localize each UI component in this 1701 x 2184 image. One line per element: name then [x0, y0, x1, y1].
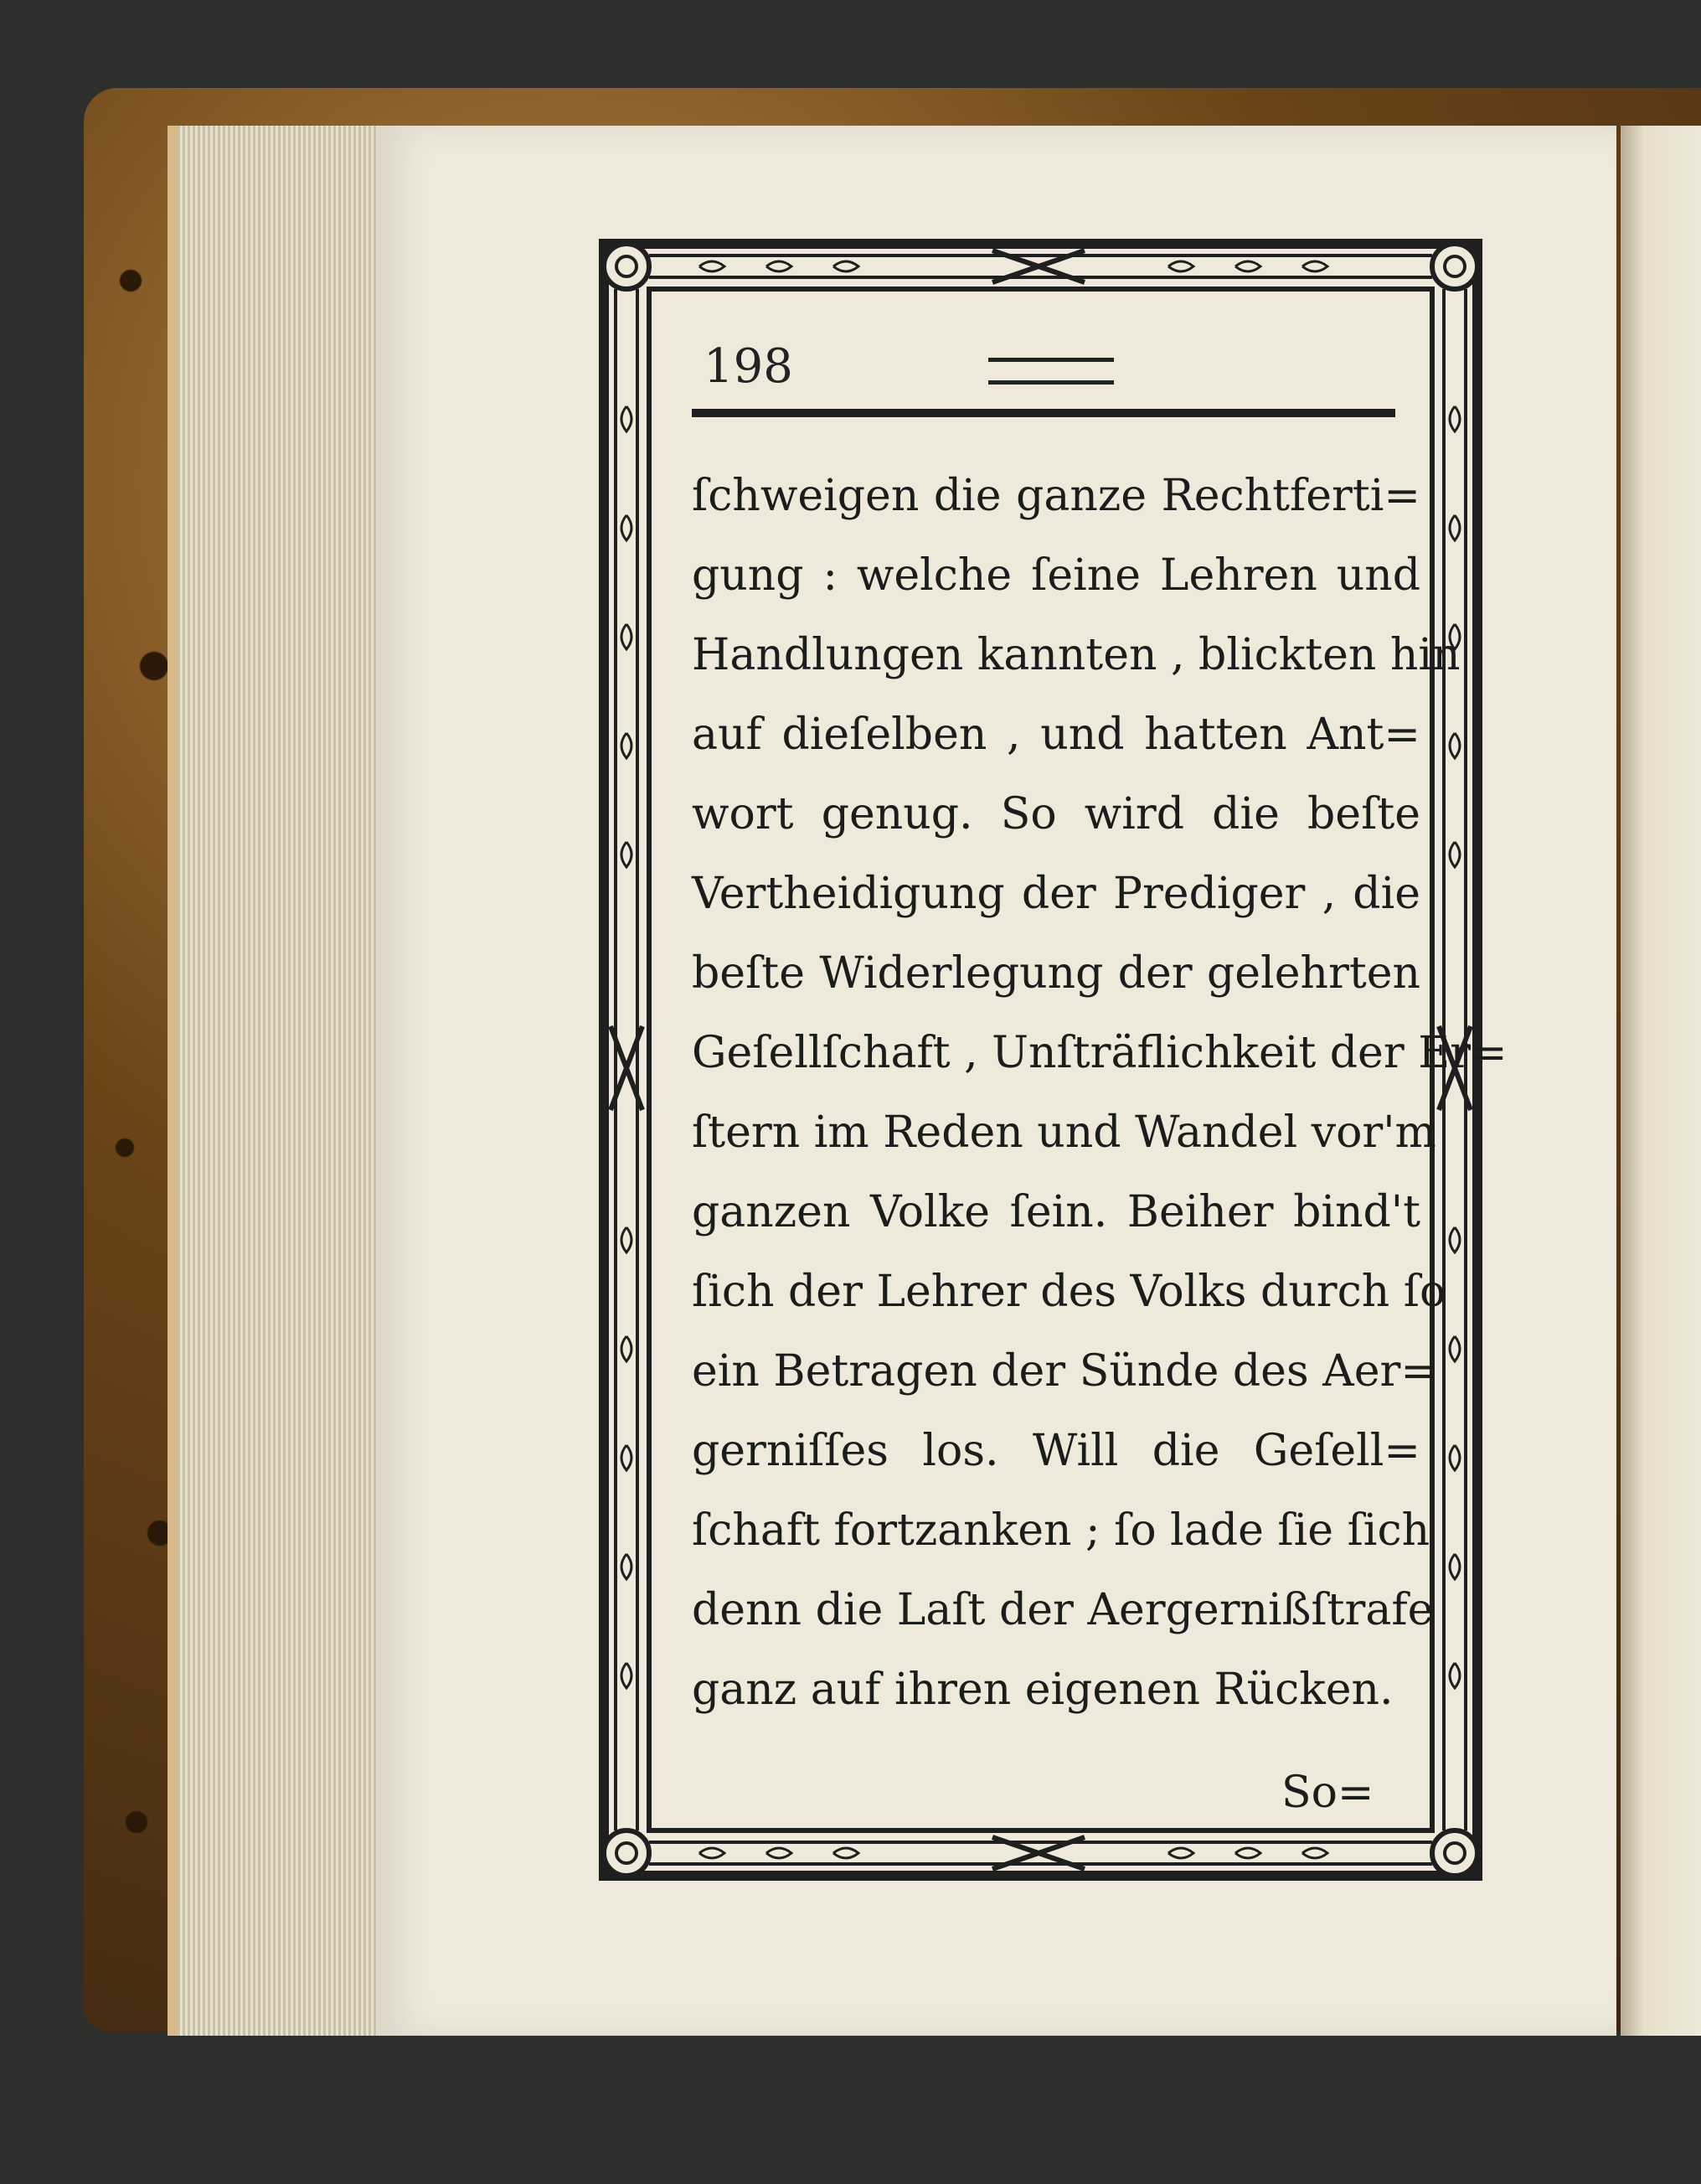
text-line: ſchaft fortzanken ; ſo lade ſie ſich	[692, 1505, 1430, 1556]
body-text	[692, 457, 1508, 1730]
text-line: beſte Widerlegung der gelehrten	[692, 948, 1420, 999]
text-line: gerniſſes los. Will die Geſell=	[692, 1426, 1420, 1476]
text-line: wort genug. So wird die beſte	[692, 789, 1420, 839]
text-line: ganz auf ihren eigenen Rücken.	[692, 1665, 1394, 1715]
text-line: Vertheidigung der Prediger , die	[692, 869, 1420, 919]
header-rule	[692, 409, 1395, 417]
text-line: denn die Laſt der Aergernißſtrafe	[692, 1585, 1434, 1635]
text-line: ein Betragen der Sünde des Aer=	[692, 1346, 1437, 1397]
text-line: ſchweigen die ganze Rechtferti=	[692, 471, 1420, 521]
text-line: auf dieſelben , und hatten Ant=	[692, 710, 1420, 760]
text-line: ganzen Volke ſein. Beiher bind't	[692, 1187, 1420, 1237]
text-line: gung : welche ſeine Lehren und	[692, 550, 1420, 601]
text-line: ſtern im Reden und Wandel vor'm	[692, 1107, 1436, 1158]
page-number: 198	[704, 339, 793, 394]
header-ornament	[988, 358, 1114, 385]
text-line: Handlungen kannten , blickten hin	[692, 630, 1461, 680]
catchword: So=	[1281, 1768, 1374, 1818]
facing-page	[1621, 126, 1701, 2036]
text-line: ſich der Lehrer des Volks durch ſo	[692, 1267, 1446, 1317]
page-edges	[168, 126, 412, 2036]
text-line: Geſellſchaft , Unſträflichkeit der Er=	[692, 1028, 1508, 1078]
